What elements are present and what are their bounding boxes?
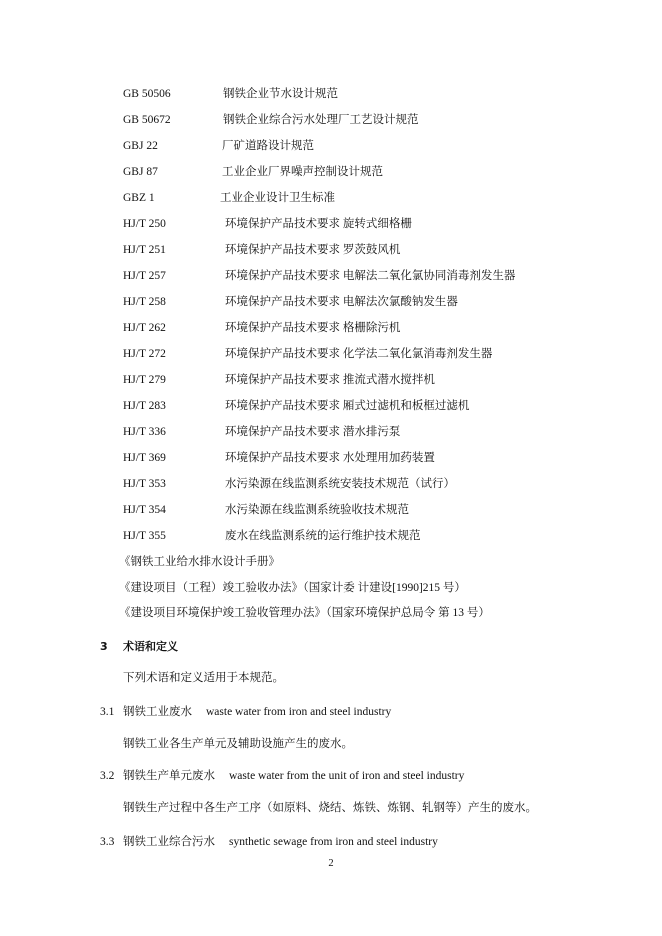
reference-item [123,86,338,102]
reference-item [123,320,400,336]
reference-title: 钢铁企业综合污水处理厂工艺设计规范 [223,114,419,126]
term-english: waste water from iron and steel industry [206,706,392,718]
term-heading [123,834,438,850]
reference-item [123,216,412,232]
reference-title: 水污染源在线监测系统验收技术规范 [225,504,409,516]
page-number: 2 [328,858,334,869]
extra-reference: 《建设项目（工程）竣工验收办法》（国家计委 计建设[1990]215 号） [119,582,466,594]
term-number: 3.2 [100,770,115,782]
reference-code: HJ/T 272 [123,348,166,360]
extra-reference: 《建设项目环境保护竣工验收管理办法》（国家环境保护总局令 第 13 号） [119,607,490,619]
term-heading [123,704,391,720]
reference-title: 环境保护产品技术要求 电解法二氧化氯协同消毒剂发生器 [225,270,516,282]
reference-code: HJ/T 258 [123,296,166,308]
section-intro: 下列术语和定义适用于本规范。 [123,672,284,684]
reference-code: GBZ 1 [123,192,155,204]
reference-code: HJ/T 262 [123,322,166,334]
reference-item [123,450,435,466]
reference-title: 环境保护产品技术要求 旋转式细格栅 [225,218,412,230]
reference-item [123,164,383,180]
reference-title: 工业企业厂界噪声控制设计规范 [222,166,383,178]
reference-code: HJ/T 354 [123,504,166,516]
term-definition: 钢铁生产过程中各生产工序（如原料、烧结、炼铁、炼钢、轧钢等）产生的废水。 [123,802,537,814]
term-chinese: 钢铁工业综合污水 [123,836,215,848]
reference-title: 环境保护产品技术要求 潜水排污泵 [225,426,401,438]
term-chinese: 钢铁工业废水 [123,706,192,718]
reference-code: HJ/T 250 [123,218,166,230]
reference-code: GBJ 22 [123,140,158,152]
reference-title: 厂矿道路设计规范 [222,140,314,152]
reference-title: 环境保护产品技术要求 厢式过滤机和板框过滤机 [225,400,470,412]
reference-title: 环境保护产品技术要求 格栅除污机 [225,322,401,334]
term-chinese: 钢铁生产单元废水 [123,770,215,782]
term-english: waste water from the unit of iron and steel industry [229,770,465,782]
reference-item [123,372,435,388]
reference-item [123,528,421,544]
reference-item [123,268,515,284]
reference-title: 钢铁企业节水设计规范 [223,88,338,100]
reference-item [123,112,419,128]
reference-item [123,476,455,492]
section-number: 3 [100,640,108,653]
reference-code: HJ/T 283 [123,400,166,412]
reference-code: HJ/T 355 [123,530,166,542]
reference-title: 环境保护产品技术要求 水处理用加药装置 [225,452,435,464]
term-number: 3.3 [100,836,115,848]
term-english: synthetic sewage from iron and steel industry [229,836,438,848]
reference-item [123,242,400,258]
term-heading [123,768,464,784]
reference-title: 水污染源在线监测系统安装技术规范（试行） [225,478,455,490]
reference-item [123,190,335,206]
reference-code: HJ/T 336 [123,426,166,438]
reference-code: HJ/T 279 [123,374,166,386]
reference-item [123,502,409,518]
reference-item [123,398,469,414]
reference-code: HJ/T 257 [123,270,166,282]
reference-title: 工业企业设计卫生标准 [220,192,335,204]
reference-code: HJ/T 251 [123,244,166,256]
reference-item [123,294,458,310]
reference-code: GB 50506 [123,88,171,100]
reference-code: GBJ 87 [123,166,158,178]
reference-item [123,424,400,440]
reference-item [123,138,314,154]
reference-title: 环境保护产品技术要求 化学法二氧化氯消毒剂发生器 [225,348,493,360]
section-title: 术语和定义 [123,640,178,653]
reference-code: HJ/T 369 [123,452,166,464]
reference-title: 废水在线监测系统的运行维护技术规范 [225,530,421,542]
reference-title: 环境保护产品技术要求 罗茨鼓风机 [225,244,401,256]
reference-title: 环境保护产品技术要求 推流式潜水搅拌机 [225,374,435,386]
term-number: 3.1 [100,706,115,718]
reference-code: GB 50672 [123,114,171,126]
reference-code: HJ/T 353 [123,478,166,490]
extra-reference: 《钢铁工业给水排水设计手册》 [119,556,280,568]
reference-item [123,346,492,362]
reference-title: 环境保护产品技术要求 电解法次氯酸钠发生器 [225,296,458,308]
term-definition: 钢铁工业各生产单元及辅助设施产生的废水。 [123,738,353,750]
